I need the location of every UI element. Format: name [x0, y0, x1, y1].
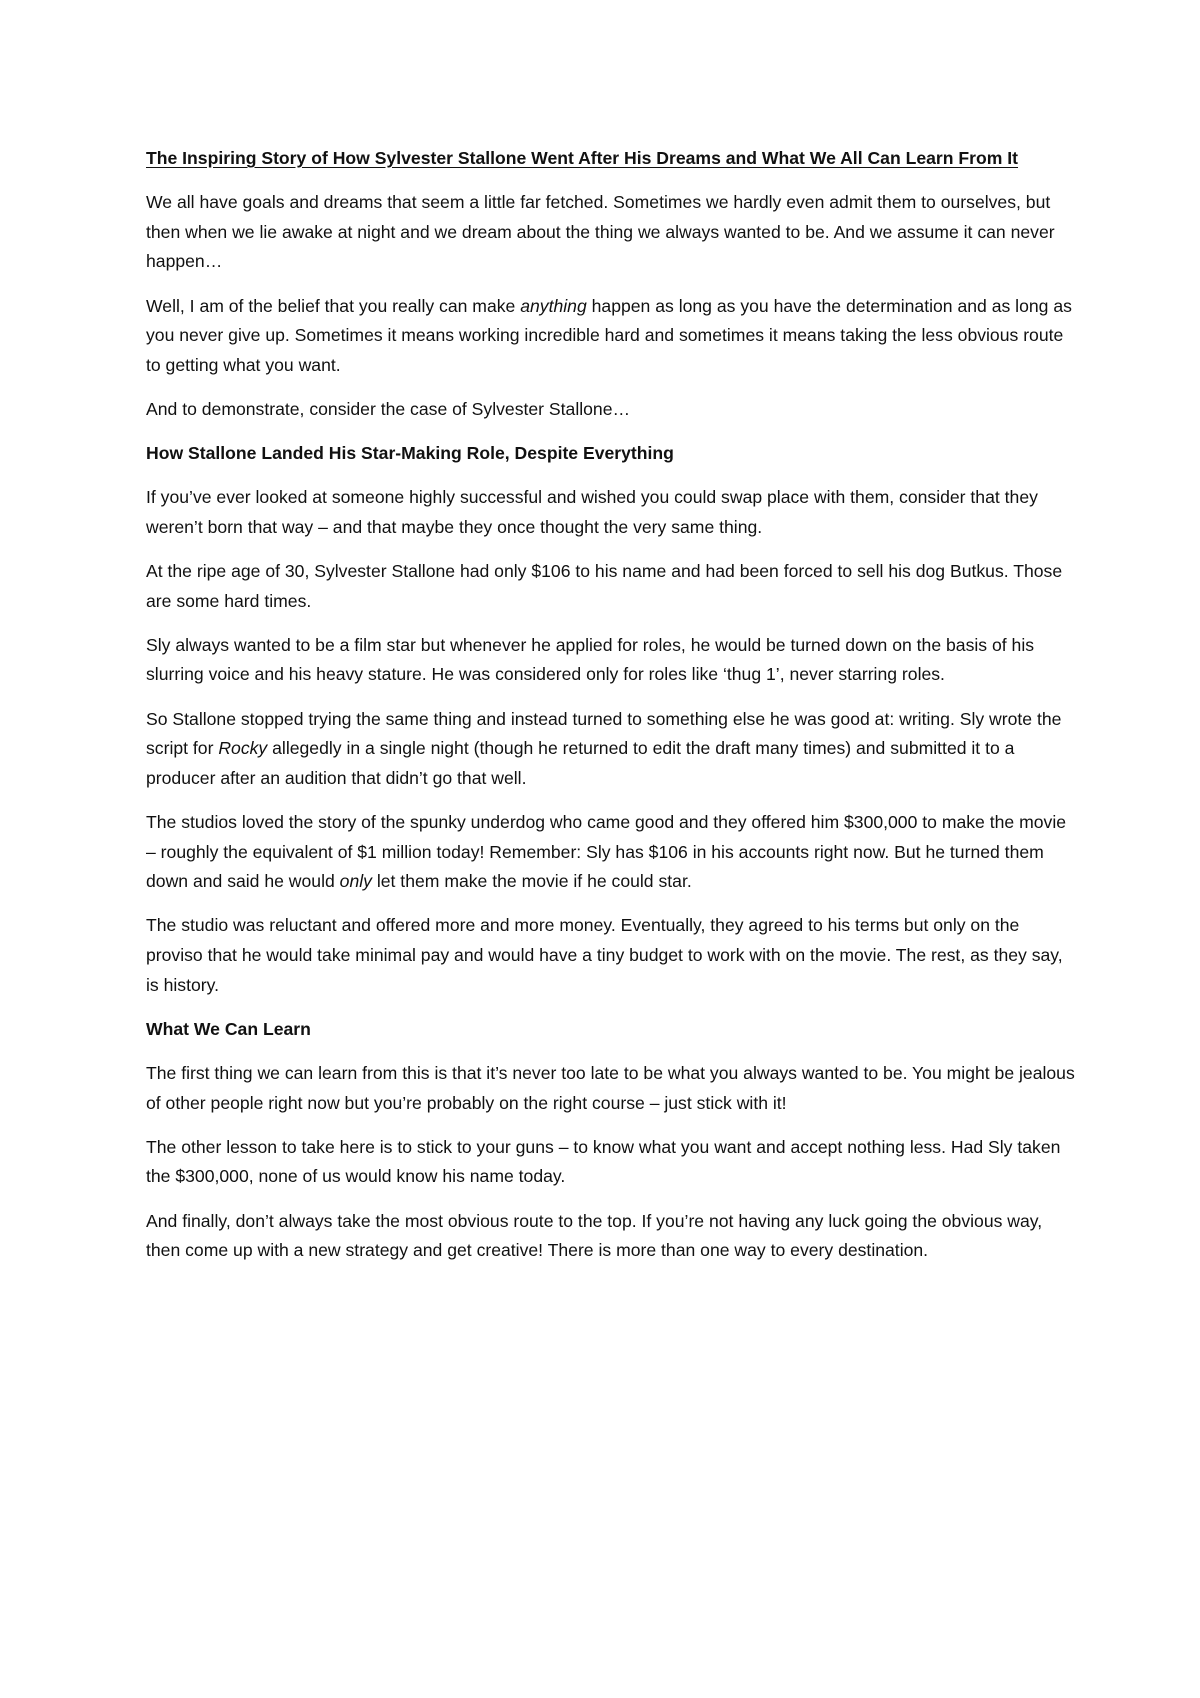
paragraph-text: allegedly in a single night (though he returned to edit the draft many times) and submitted it to a producer after an audition that didn’t go that well. [146, 738, 1015, 788]
paragraph-studio-offer [146, 808, 1076, 897]
paragraph-film-star: Sly always wanted to be a film star but whenever he applied for roles, he would be turned down on the basis of his slurring voice and his heavy stature. He was considered only for roles like ‘thug 1’, never starring roles. [146, 634, 1035, 685]
emphasis-text: anything [520, 295, 587, 316]
paragraph-finally: And finally, don’t always take the most obvious route to the top. If you’re not having any luck going the obvious way, then come up with a new strategy and get creative! There is more than one way to every destination. [146, 1210, 1043, 1261]
section-heading-learn: What We Can Learn [146, 1018, 311, 1039]
paragraph-history: The studio was reluctant and offered more and more money. Eventually, they agreed to his terms but only on the proviso that he would take minimal pay and would have a tiny budget to work with on the movie. The rest, as they say, is history. [146, 915, 1063, 995]
emphasis-text: Rocky [218, 738, 268, 759]
paragraph-text: So Stallone stopped trying the same thing and instead turned to something else he was good at: writing. Sly wrote the script for [146, 708, 1062, 759]
paragraph-writing [146, 705, 1076, 794]
document-title: The Inspiring Story of How Sylvester Stallone Went After His Dreams and What We All Can Learn From It [146, 148, 1019, 168]
paragraph-intro: We all have goals and dreams that seem a little far fetched. Sometimes we hardly even admit them to ourselves, but then when we lie awake at night and we dream about the thing we always wanted to be. And we assume it can never happen… [146, 192, 1055, 272]
emphasis-text: only [339, 871, 372, 892]
document-body [146, 144, 1076, 1280]
paragraph-belief [146, 292, 1076, 381]
paragraph-text: The studios loved the story of the spunky underdog who came good and they offered him $300,000 to make the movie – roughly the equivalent of $1 million today! Remember: Sly has $106 in his accounts right now. But he turned them down and said he would [146, 812, 1067, 892]
paragraph-ripe-age: At the ripe age of 30, Sylvester Stallone had only $106 to his name and had been forced to sell his dog Butkus. Those are some hard times. [146, 561, 1063, 611]
paragraph-text: happen as long as you have the determination and as long as you never give up. Sometimes it means working incredible hard and sometimes it means taking the less obvious route to getting what you want. [146, 295, 1072, 375]
section-heading-star-role: How Stallone Landed His Star-Making Role, Despite Everything [146, 443, 674, 464]
paragraph-text: let them make the movie if he could star. [371, 871, 692, 892]
paragraph-text: Well, I am of the belief that you really can make [146, 295, 521, 316]
paragraph-stick-to-guns: The other lesson to take here is to stick to your guns – to know what you want and accept nothing less. Had Sly taken the $300,000, none of us would know his name today. [146, 1136, 1061, 1187]
paragraph-never-too-late: The first thing we can learn from this is that it’s never too late to be what you always wanted to be. You might be jealous of other people right now but you’re probably on the right course – just stick with it! [146, 1062, 1075, 1113]
paragraph-demonstrate: And to demonstrate, consider the case of Sylvester Stallone… [146, 398, 631, 419]
paragraph-swap-place: If you’ve ever looked at someone highly successful and wished you could swap place with them, consider that they weren’t born that way – and that maybe they once thought the very same thing. [146, 487, 1038, 537]
